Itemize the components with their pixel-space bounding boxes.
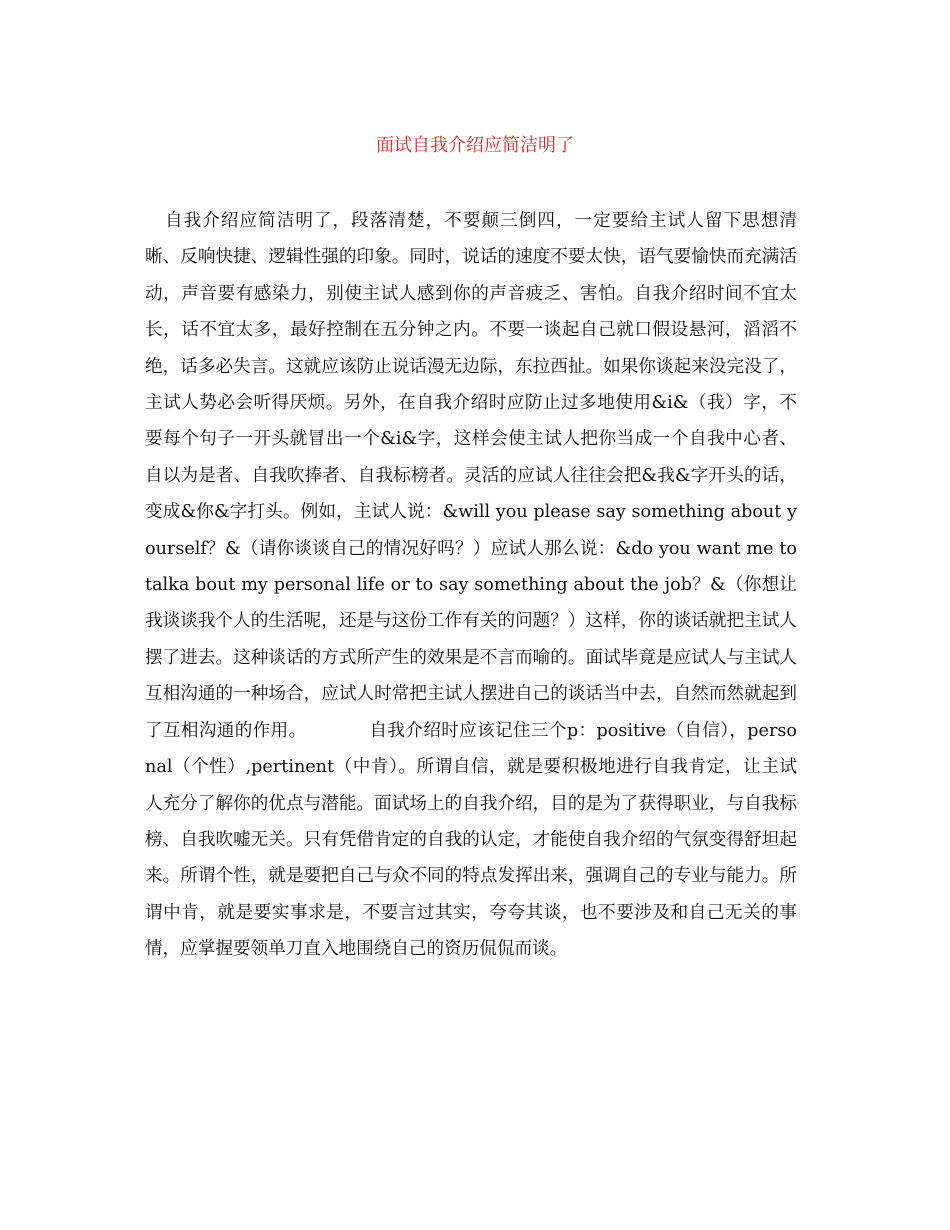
document-title: 面试自我介绍应简洁明了 <box>376 135 574 156</box>
body-paragraph: 自我介绍应简洁明了，段落清楚，不要颠三倒四，一定要给主试人留下思想清晰、反响快捷、逻辑性强的印象。同时，说话的速度不要太快，语气要愉快而充满活动，声音要有感染力，别使主试人感到你的声音疲乏、害怕。自我介绍时间不宜太长，话不宜太多，最好控制在五分钟之内。不要一谈起自己就口假设悬河，滔滔不绝，话多必失言。这就应该防止说话漫无边际，东拉西扯。如果你谈起来没完没了，主试人势必会听得厌烦。另外，在自我介绍时应防止过多地使用&i&（我）字，不要每个句子一开头就冒出一个&i&字，这样会使主试人把你当成一个自我中心者、自以为是者、自我吹捧者、自我标榜者。灵活的应试人往往会把&我&字开头的话，变成&你&字打头。例如，主试人说：&will you please say something about yourself？&（请你谈谈自己的情况好吗？）应试人那么说：&do you want me to talka bout my personal life or to say something about the job？&（你想让我谈谈我个人的生活呢，还是与这份工作有关的问题？）这样，你的谈话就把主试人摆了进去。这种谈话的方式所产生的效果是不言而喻的。面试毕竟是应试人与主试人互相沟通的一种场合，应试人时常把主试人摆进自己的谈话当中去，自然而然就起到了互相沟通的作用。 自我介绍时应该记住三个p：positive（自信），personal（个性）,pertinent（中肯）。所谓自信，就是要积极地进行自我肯定，让主试人充分了解你的优点与潜能。面试场上的自我介绍，目的是为了获得职业，与自我标榜、自我吹嘘无关。只有凭借肯定的自我的认定，才能使自我介绍的气氛变得舒坦起来。所谓个性，就是要把自己与众不同的特点发挥出来，强调自己的专业与能力。所谓中肯，就是要实事求是，不要言过其实，夸夸其谈，也不要涉及和自己无关的事情，应掌握要领单刀直入地围绕自己的资历侃侃而谈。 <box>145 211 797 960</box>
